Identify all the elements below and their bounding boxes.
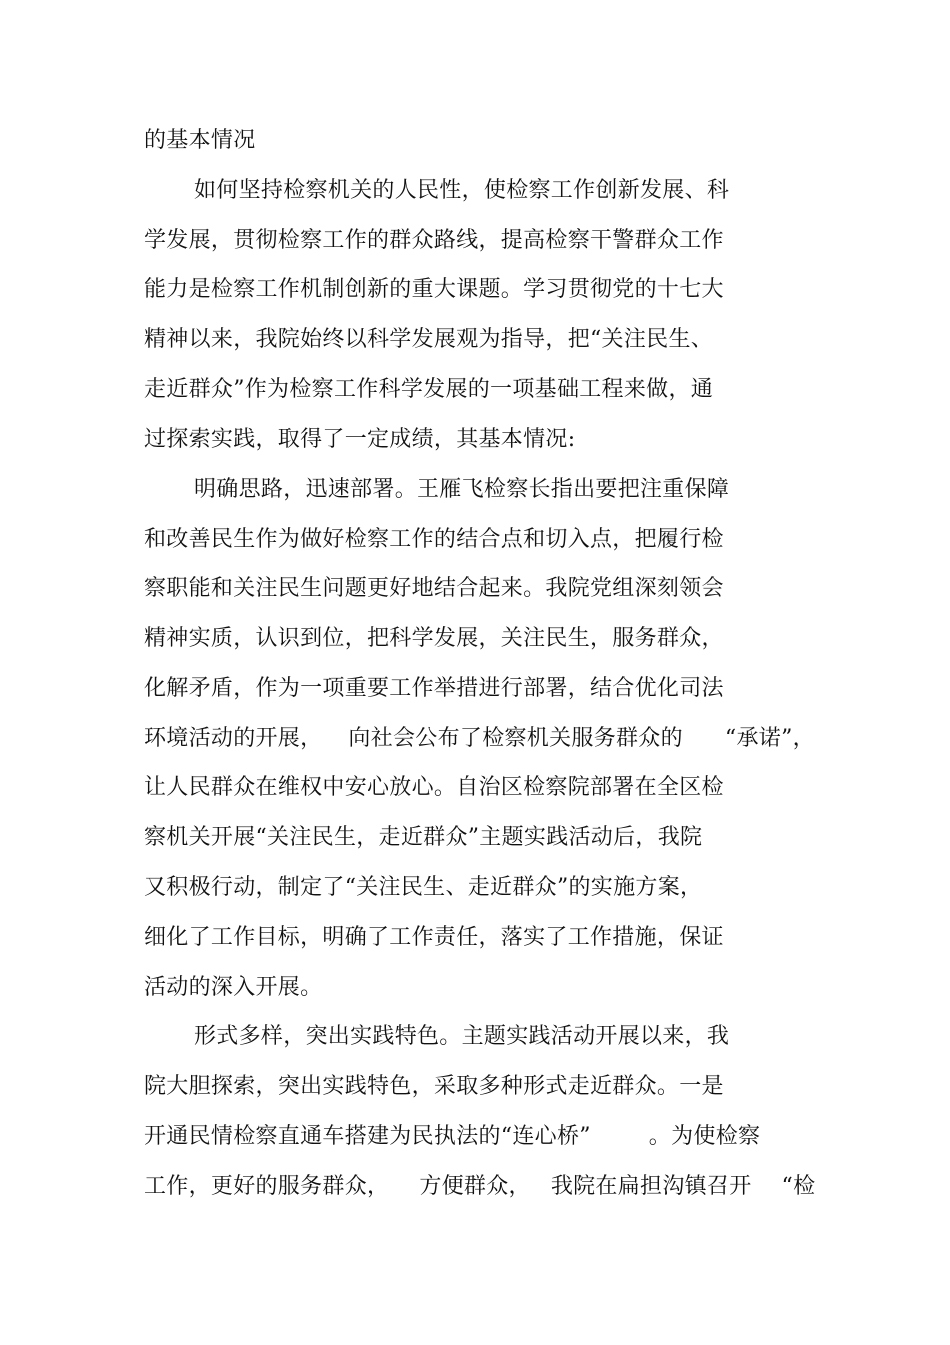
text-span: 院大胆探索，突出实践特色，采取多种形式走近群众。一是 [144,1074,724,1099]
text-span: 如何坚持检察机关的人民性，使检察工作创新发展、科 [194,178,730,203]
text-span: 能力是检察工作机制创新的重大课题。学习贯彻党的十七大 [144,277,724,302]
text-span: 活动的深入开展。 [144,975,323,1000]
text-span: 过探索实践，取得了一定成绩，其基本情况: [144,427,576,452]
text-line [144,1067,724,1107]
text-span: 开通民情检察直通车搭建为民执法的“连心桥” [144,1124,591,1149]
text-span: 精神以来，我院始终以科学发展观为指导，把“关注民生、 [144,327,714,352]
text-span: 精神实质，认识到位，把科学发展，关注民生，服务群众， [144,626,724,651]
text-span: “承诺”， [724,726,815,751]
text-span: 形式多样，突出实践特色。主题实践活动开展以来，我 [194,1024,730,1049]
text-span: 又积极行动，制定了“关注民生、走近群众”的实施方案， [144,875,703,900]
text-line [144,420,575,460]
text-span: 工作，更好的服务群众， [144,1174,390,1199]
paragraph-first-line [194,1017,729,1057]
paragraph-first-line [194,171,729,211]
text-line [144,968,322,1008]
text-line [144,619,724,659]
text-line [144,868,702,908]
text-line [144,121,256,161]
text-line [144,520,724,560]
text-span: “检 [781,1174,816,1199]
text-line [144,221,724,261]
text-span: 环境活动的开展， [144,726,323,751]
text-line [144,669,724,709]
text-span: 的基本情况 [144,128,256,153]
text-span: 化解矛盾，作为一项重要工作举措进行部署，结合优化司法 [144,676,724,701]
text-span: 向社会公布了检察机关服务群众的 [348,726,683,751]
text-line [144,370,713,410]
text-span: 和改善民生作为做好检察工作的结合点和切入点，把履行检 [144,527,724,552]
paragraph-first-line [194,470,729,510]
text-line [144,1117,760,1157]
text-span: 我院在扁担沟镇召开 [550,1174,752,1199]
text-line [144,818,702,858]
text-span: 学发展，贯彻检察工作的群众路线，提高检察干警群众工作 [144,228,724,253]
text-line [144,270,724,310]
text-line [144,320,713,360]
text-span: 走近群众”作为检察工作科学发展的一项基础工程来做，通 [144,377,714,402]
text-span: 方便群众， [419,1174,531,1199]
text-line [144,1167,815,1207]
text-span: 细化了工作目标，明确了工作责任，落实了工作措施，保证 [144,925,724,950]
text-line [144,719,815,759]
text-line [144,569,724,609]
text-line [144,768,724,808]
text-span: 明确思路，迅速部署。王雁飞检察长指出要把注重保障 [194,477,730,502]
text-span: 。为使检察 [648,1124,761,1149]
text-span: 让人民群众在维权中安心放心。自治区检察院部署在全区检 [144,775,724,800]
text-span: 察机关开展“关注民生，走近群众”主题实践活动后，我院 [144,825,703,850]
text-span: 察职能和关注民生问题更好地结合起来。我院党组深刻领会 [144,576,724,601]
text-line [144,918,724,958]
